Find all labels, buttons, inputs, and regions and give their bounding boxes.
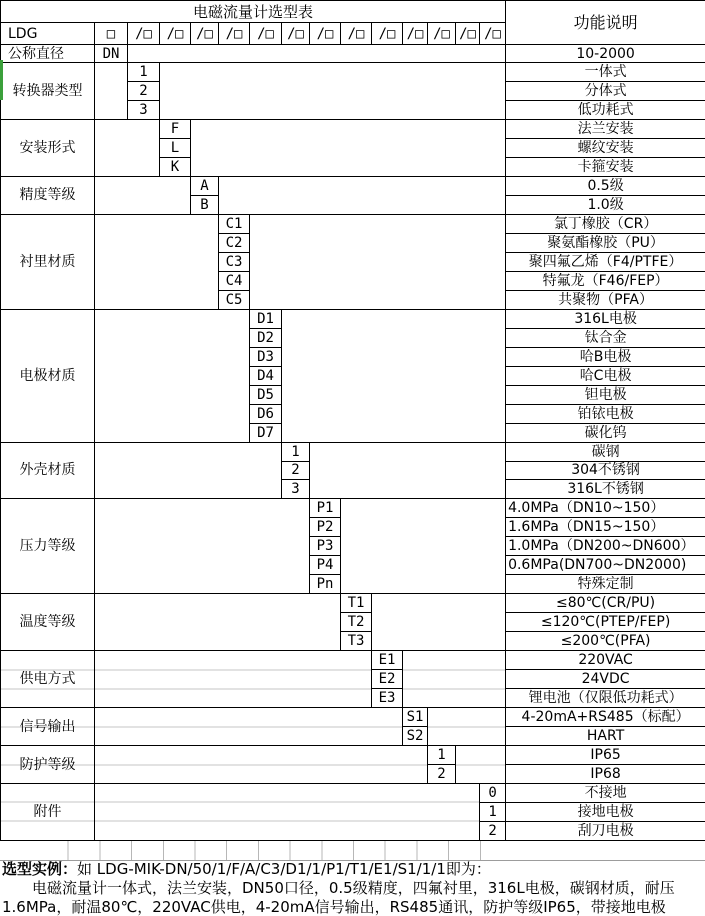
code-cell: C5 xyxy=(219,290,250,309)
blank-region xyxy=(250,214,506,309)
model-code-box: /□ xyxy=(428,23,456,45)
label-installation-type: 安装形式 xyxy=(1,120,95,177)
desc-cell: 220VAC xyxy=(506,651,705,670)
label-converter-type: 转换器类型 xyxy=(1,63,95,120)
desc-cell: 1.6MPa（DN15~150） xyxy=(506,518,705,537)
desc-cell: 0.6MPa(DN700~DN2000) xyxy=(506,556,705,575)
code-cell: 1 xyxy=(428,746,456,765)
code-dn: DN xyxy=(95,45,128,63)
code-cell: D5 xyxy=(250,385,282,404)
desc-cell: 聚氨酯橡胶（PU） xyxy=(506,233,705,252)
desc-cell: 1.0级 xyxy=(506,195,705,214)
code-cell: D2 xyxy=(250,328,282,347)
desc-cell: 特殊定制 xyxy=(506,575,705,594)
blank-region xyxy=(372,594,506,651)
model-code-box: /□ xyxy=(160,23,191,45)
blank-region xyxy=(95,309,250,442)
label-electrode-material: 电极材质 xyxy=(1,309,95,442)
desc-cell: ≤120℃(PTEP/FEP) xyxy=(506,613,705,632)
desc-cell: 24VDC xyxy=(506,670,705,689)
blank-region xyxy=(95,120,160,177)
model-code-box: /□ xyxy=(282,23,310,45)
blank-region xyxy=(95,783,480,840)
desc-cell: 特氟龙（F46/FEP） xyxy=(506,271,705,290)
blank-region xyxy=(95,746,428,784)
desc-cell: 分体式 xyxy=(506,82,705,101)
model-code-box: /□ xyxy=(403,23,428,45)
model-code-box: /□ xyxy=(250,23,282,45)
ldg-label: LDG xyxy=(1,23,95,45)
code-cell: 2 xyxy=(282,461,310,480)
blank-region xyxy=(310,442,506,499)
blank-region xyxy=(191,120,506,177)
model-code-box: /□ xyxy=(191,23,219,45)
code-cell: C2 xyxy=(219,233,250,252)
blank-region xyxy=(95,708,403,746)
code-cell: A xyxy=(191,176,219,195)
model-code-box: /□ xyxy=(341,23,372,45)
model-code-box: /□ xyxy=(128,23,160,45)
code-cell: P2 xyxy=(310,518,341,537)
desc-cell: 哈C电极 xyxy=(506,366,705,385)
model-code-box: /□ xyxy=(372,23,403,45)
code-cell: C1 xyxy=(219,214,250,233)
label-housing-material: 外壳材质 xyxy=(1,442,95,499)
desc-diameter-range: 10-2000 xyxy=(506,45,705,63)
desc-cell: 刮刀电极 xyxy=(506,821,705,840)
desc-cell: 316L不锈钢 xyxy=(506,480,705,499)
desc-cell: 碳钢 xyxy=(506,442,705,461)
code-cell: 2 xyxy=(128,82,160,101)
blank-region xyxy=(128,45,506,63)
blank-region xyxy=(160,63,506,120)
code-cell: D7 xyxy=(250,423,282,442)
desc-cell: 共聚物（PFA） xyxy=(506,290,705,309)
code-cell: P4 xyxy=(310,556,341,575)
code-cell: T3 xyxy=(341,632,372,651)
model-code-box: /□ xyxy=(219,23,250,45)
code-cell: E1 xyxy=(372,651,403,670)
table-title: 电磁流量计选型表 xyxy=(1,1,506,23)
example-line-3: 1.6MPa，耐温80℃，220VAC供电，4-20mA信号输出，RS485通讯，防护等级IP65，带接地电极 xyxy=(2,898,666,916)
code-cell: L xyxy=(160,139,191,158)
model-code-box: /□ xyxy=(480,23,506,45)
blank-region xyxy=(282,309,506,442)
desc-cell: IP68 xyxy=(506,765,705,784)
desc-cell: 螺纹安装 xyxy=(506,139,705,158)
code-cell: 1 xyxy=(282,442,310,461)
desc-cell: IP65 xyxy=(506,746,705,765)
code-cell: S2 xyxy=(403,727,428,746)
code-cell: 3 xyxy=(128,101,160,120)
desc-cell: 锂电池（仅限低功耗式） xyxy=(506,689,705,708)
desc-cell: HART xyxy=(506,727,705,746)
function-column-header: 功能说明 xyxy=(506,1,705,45)
desc-cell: 1.0MPa（DN200~DN600） xyxy=(506,537,705,556)
code-cell: C3 xyxy=(219,252,250,271)
code-cell: B xyxy=(191,195,219,214)
desc-cell: 钽电极 xyxy=(506,385,705,404)
code-cell: T1 xyxy=(341,594,372,613)
code-cell: 1 xyxy=(480,802,506,821)
code-cell: D6 xyxy=(250,404,282,423)
code-cell: D1 xyxy=(250,309,282,328)
desc-cell: 4.0MPa（DN10~150） xyxy=(506,499,705,518)
desc-cell: 接地电极 xyxy=(506,802,705,821)
desc-cell: 低功耗式 xyxy=(506,101,705,120)
gridline-pattern xyxy=(37,841,483,860)
label-pressure-grade: 压力等级 xyxy=(1,499,95,594)
label-temperature-grade: 温度等级 xyxy=(1,594,95,651)
blank-region xyxy=(428,708,506,746)
desc-cell: 法兰安装 xyxy=(506,120,705,139)
code-cell: P3 xyxy=(310,537,341,556)
code-cell: 2 xyxy=(480,821,506,840)
desc-cell: 铂铱电极 xyxy=(506,404,705,423)
label-accuracy-grade: 精度等级 xyxy=(1,176,95,214)
desc-cell: ≤80℃(CR/PU) xyxy=(506,594,705,613)
code-cell: K xyxy=(160,158,191,177)
desc-cell: 卡箍安装 xyxy=(506,158,705,177)
blank-region xyxy=(456,746,506,784)
code-cell: 1 xyxy=(128,63,160,82)
code-cell: S1 xyxy=(403,708,428,727)
label-nominal-diameter: 公称直径 xyxy=(1,45,95,63)
code-cell: T2 xyxy=(341,613,372,632)
desc-cell: 哈B电极 xyxy=(506,347,705,366)
example-heading xyxy=(2,860,703,879)
label-protection-grade: 防护等级 xyxy=(1,746,95,784)
blank-region xyxy=(95,594,341,651)
desc-cell: 碳化钨 xyxy=(506,423,705,442)
selection-example xyxy=(2,860,703,916)
blank-region xyxy=(95,651,372,708)
label-accessories: 附件 xyxy=(1,783,95,840)
blank-region xyxy=(341,499,506,594)
code-cell: D3 xyxy=(250,347,282,366)
desc-cell: 氯丁橡胶（CR） xyxy=(506,214,705,233)
desc-cell: 0.5级 xyxy=(506,176,705,195)
code-cell: Pn xyxy=(310,575,341,594)
blank-region xyxy=(95,499,310,594)
blank-region xyxy=(95,442,282,499)
desc-cell: 4-20mA+RS485（标配） xyxy=(506,708,705,727)
blank-region xyxy=(403,651,506,708)
desc-cell: 聚四氟乙烯（F4/PTFE） xyxy=(506,252,705,271)
example-heading-label: 选型实例： xyxy=(2,860,78,878)
model-code-box: □ xyxy=(95,23,128,45)
code-cell: P1 xyxy=(310,499,341,518)
blank-region xyxy=(95,63,128,120)
bottom-gridline-strip xyxy=(0,841,705,861)
example-heading-text: 如 LDG-MIK-DN/50/1/F/A/C3/D1/1/P1/T1/E1/S1/1/1即为： xyxy=(77,860,491,878)
green-marker-artifact xyxy=(0,60,3,100)
blank-region xyxy=(95,214,219,309)
code-cell: E2 xyxy=(372,670,403,689)
code-cell: 3 xyxy=(282,480,310,499)
code-cell: 0 xyxy=(480,783,506,802)
desc-cell: ≤200℃(PFA) xyxy=(506,632,705,651)
code-cell: C4 xyxy=(219,271,250,290)
code-cell: E3 xyxy=(372,689,403,708)
model-code-box: /□ xyxy=(310,23,341,45)
blank-region xyxy=(219,176,506,214)
desc-cell: 钛合金 xyxy=(506,328,705,347)
blank-region xyxy=(95,176,191,214)
label-signal-output: 信号输出 xyxy=(1,708,95,746)
label-power-supply: 供电方式 xyxy=(1,651,95,708)
example-line-2: 电磁流量计一体式，法兰安装，DN50口径，0.5级精度，四氟衬里，316L电极，碳钢材质，耐压 xyxy=(32,879,675,897)
label-lining-material: 衬里材质 xyxy=(1,214,95,309)
code-cell: 2 xyxy=(428,765,456,784)
model-code-box: /□ xyxy=(456,23,480,45)
desc-cell: 304不锈钢 xyxy=(506,461,705,480)
desc-cell: 316L电极 xyxy=(506,309,705,328)
code-cell: F xyxy=(160,120,191,139)
desc-cell: 不接地 xyxy=(506,783,705,802)
code-cell: D4 xyxy=(250,366,282,385)
desc-cell: 一体式 xyxy=(506,63,705,82)
